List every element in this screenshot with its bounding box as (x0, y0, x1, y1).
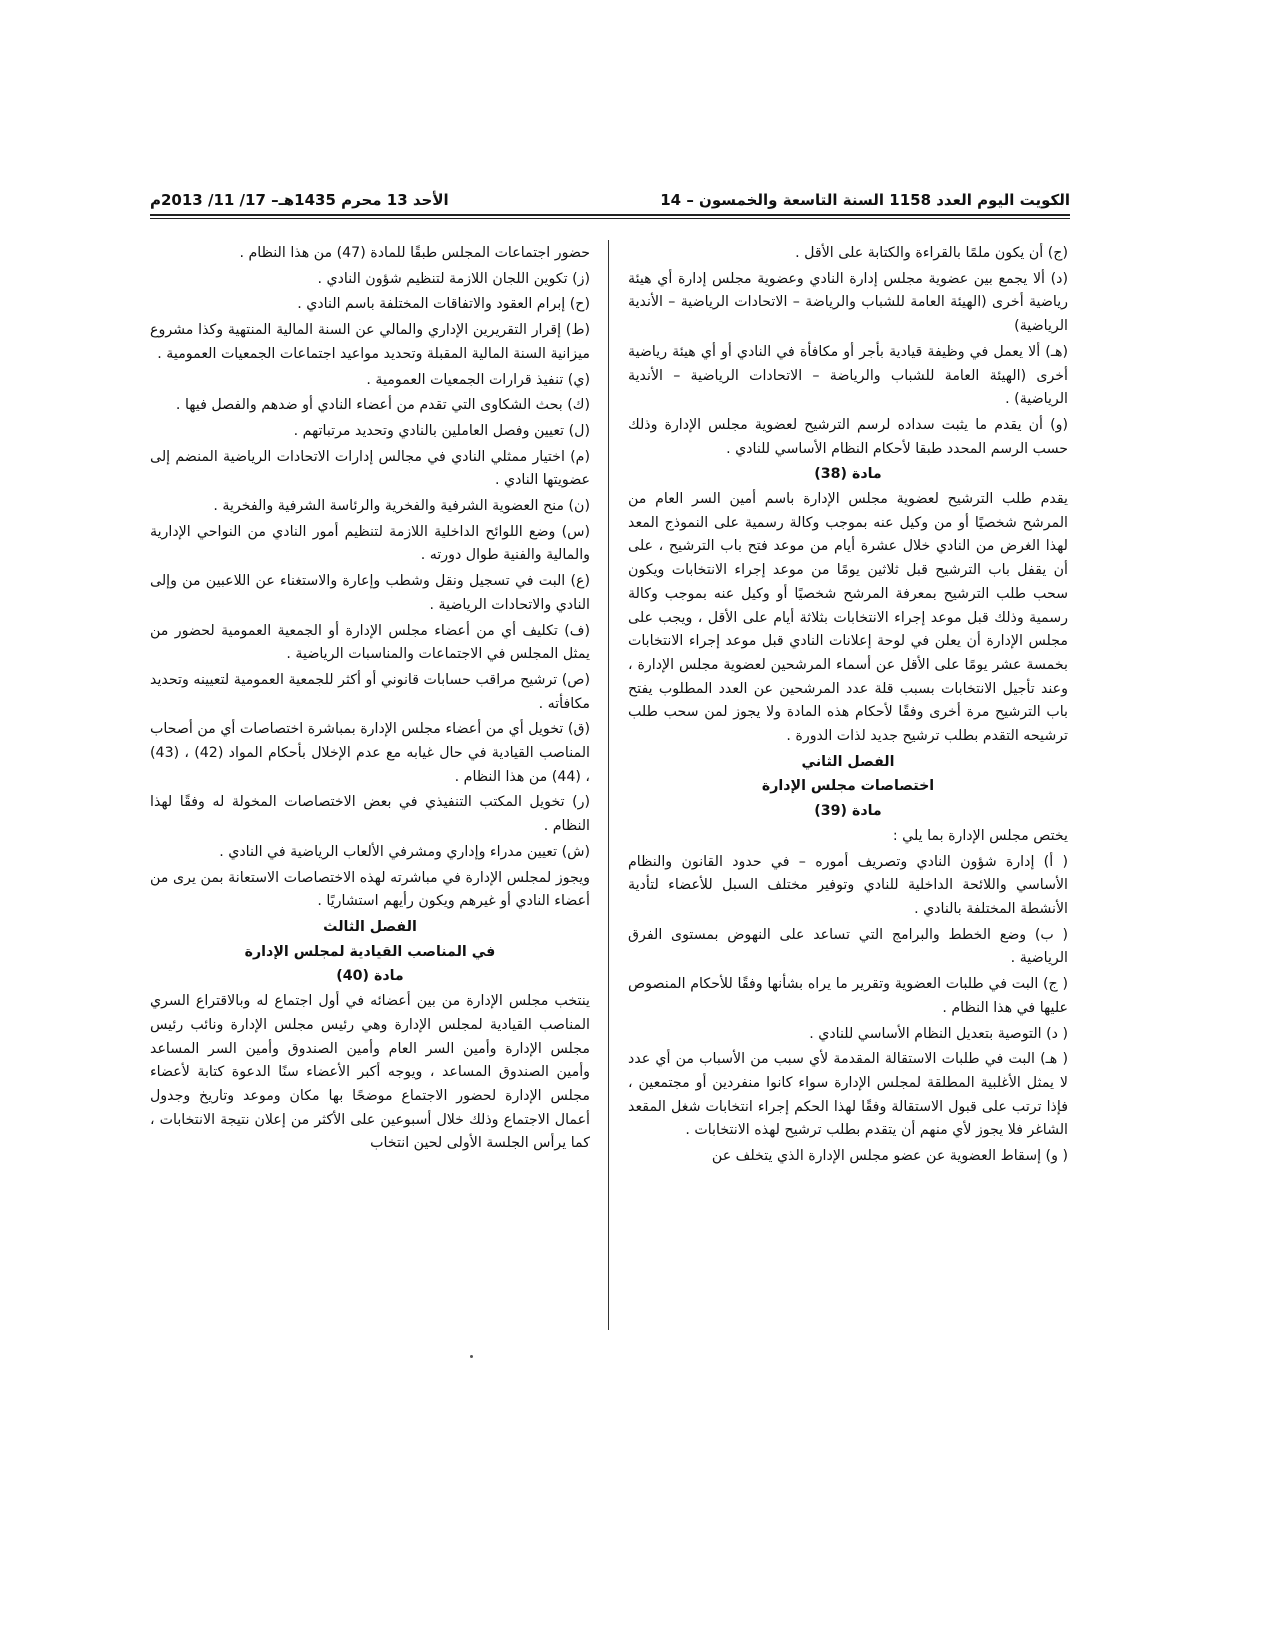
scan-speck (470, 1355, 473, 1358)
article-39-intro: يختص مجلس الإدارة بما يلي : (892, 827, 1068, 844)
article-38-heading: مادة (38) (814, 466, 882, 483)
paragraph: (ج) أن يكون ملمًا بالقراءة والكتابة على الأقل . (795, 245, 1068, 261)
article-40-heading: مادة (40) (336, 968, 404, 985)
header-issue-info: الكويت اليوم العدد 1158 السنة التاسعة والخمسون – 14 (660, 191, 1070, 209)
list-item: (ش) تعيين مدراء وإداري ومشرفي الألعاب الرياضية في النادي . (219, 843, 590, 860)
chapter-3-heading: الفصل الثالث (323, 918, 417, 935)
left-column (150, 242, 590, 1158)
chapter-2-heading: الفصل الثاني (801, 753, 895, 770)
right-column (628, 242, 1068, 1171)
column-divider (608, 240, 609, 1330)
list-item: ( أ) إدارة شؤون النادي وتصريف أموره – في حدود القانون والنظام الأساسي واللائحة الداخلية للنادي وتوفير مختلف السبل للأعضاء لتأدية الأنشطة المختلفة بالنادي . (628, 853, 1068, 917)
list-item: (ق) تخويل أي من أعضاء مجلس الإدارة بمباشرة اختصاصات أي من أصحاب المناصب القيادية في حال غيابه مع عدم الإخلال بأحكام المواد (42) ، (43) ، (44) من هذا النظام . (150, 721, 590, 785)
list-item: (ك) بحث الشكاوى التي تقدم من أعضاء النادي أو ضدهم والفصل فيها . (175, 397, 590, 414)
list-item: (م) اختيار ممثلي النادي في مجالس إدارات الاتحادات الرياضية المنضم إلى عضويتها النادي . (150, 448, 590, 489)
list-item: ( هـ) البت في طلبات الاستقالة المقدمة لأي سبب من الأسباب من أي عدد لا يمثل الأغلبية المطلقة لمجلس الإدارة سواء كانوا منفردين أو مجتمعين ، فإذا ترتب على قبول الاستقالة وفقًا لهذا الحكم إجراء انتخابات شغل المقعد الشاغر فلا يجوز لأي منهم أن يتقدم بطلب ترشيح لهذه الانتخابات . (628, 1051, 1068, 1139)
list-item: (ف) تكليف أي من أعضاء مجلس الإدارة أو الجمعية العمومية لحضور من يمثل المجلس في الاجتماعات والمناسبات الرياضية . (150, 622, 590, 663)
article-38-text: يقدم طلب الترشيح لعضوية مجلس الإدارة باسم أمين السر العام من المرشح شخصيًا أو من وكيل عنه بموجب وكالة رسمية على النموذج المعد لهذا الغرض من النادي خلال عشرة أيام من موعد فتح باب الترشيح ، على أن يقفل باب الترشيح قبل ثلاثين يومًا من موعد إجراء الانتخابات ويكون سحب طلب الترشيح بمعرفة المرشح شخصيًا أو وكيل عنه بموجب وكالة رسمية وذلك قبل موعد إجراء الانتخابات بثلاثة أيام على الأقل ، ويجب على مجلس الإدارة أن يعلن في لوحة إعلانات النادي قبل موعد إجراء الانتخابات بخمسة عشر يومًا على الأقل عن أسماء المرشحين لعضوية مجلس الإدارة ، وعند تأجيل الانتخابات بسبب قلة عدد المرشحين عن العدد المطلوب يفتح باب الترشيح مرة أخرى وفقًا لأحكام هذه المادة ولا يجوز لمن سحب طلب ترشيحه التقدم بطلب ترشيح جديد لذات الدورة . (628, 491, 1068, 745)
list-item: (ن) منح العضوية الشرفية والفخرية والرئاسة الشرفية والفخرية . (213, 498, 590, 515)
article-40-text: ينتخب مجلس الإدارة من بين أعضائه في أول اجتماع له وبالاقتراع السري المناصب القيادية لمجلس الإدارة وهي رئيس مجلس الإدارة ونائب رئيس مجلس الإدارة وأمين السر العام وأمين الصندوق وأمين السر المساعد وأمين الصندوق المساعد ، ويوجه أكبر الأعضاء سنًا الدعوة كتابة لأعضاء مجلس الإدارة لحضور الاجتماع موضحًا بها مكان وموعد وتاريخ وجدول أعمال الاجتماع وذلك خلال أسبوعين على الأكثر من إعلان نتيجة الانتخابات ، كما يرأس الجلسة الأولى لحين انتخاب (150, 993, 590, 1152)
list-item: ( د) التوصية بتعديل النظام الأساسي للنادي . (809, 1025, 1068, 1042)
list-item: (ط) إقرار التقريرين الإداري والمالي عن السنة المالية المنتهية وكذا مشروع ميزانية السنة المالية المقبلة وتحديد مواعيد اجتماعات الجمعيات العمومية . (150, 322, 590, 362)
paragraph: (د) ألا يجمع بين عضوية مجلس إدارة النادي وعضوية مجلس إدارة أي هيئة رياضية أخرى (الهيئة العامة للشباب والرياضة – الاتحادات الرياضية – الأندية الرياضية) (628, 270, 1068, 335)
paragraph: (و) أن يقدم ما يثبت سداده لرسم الترشيح لعضوية مجلس الإدارة وذلك حسب الرسم المحدد طبقا لأحكام النظام الأساسي للنادي . (628, 416, 1068, 457)
list-item: (ح) إبرام العقود والاتفاقات المختلفة باسم النادي . (297, 296, 590, 313)
chapter-3-title: في المناصب القيادية لمجلس الإدارة (244, 943, 496, 960)
list-item: ( و) إسقاط العضوية عن عضو مجلس الإدارة الذي يتخلف عن (711, 1148, 1068, 1165)
header-rule-thin (150, 218, 1070, 219)
list-item: ( ج) البت في طلبات العضوية وتقرير ما يراه بشأنها وفقًا للأحكام المنصوص عليها في هذا النظام . (628, 976, 1068, 1016)
list-item: (ر) تخويل المكتب التنفيذي في بعض الاختصاصات المخولة له وفقًا لهذا النظام . (150, 794, 590, 835)
list-item: (ز) تكوين اللجان اللازمة لتنظيم شؤون النادي . (317, 270, 590, 287)
list-item: ( ب) وضع الخطط والبرامج التي تساعد على النهوض بمستوى الفرق الرياضية . (628, 926, 1068, 967)
list-item: (ي) تنفيذ قرارات الجمعيات العمومية . (366, 371, 590, 388)
header-date: الأحد 13 محرم 1435هـ– 17/ 11/ 2013م (150, 191, 449, 209)
article-39-heading: مادة (39) (814, 803, 882, 820)
paragraph: (هـ) ألا يعمل في وظيفة قيادية بأجر أو مكافأة في النادي أو أي هيئة رياضية أخرى (الهيئة العامة للشباب والرياضة – الاتحادات الرياضية – الأندية الرياضية) . (628, 343, 1068, 408)
paragraph: حضور اجتماعات المجلس طبقًا للمادة (47) من هذا النظام . (239, 245, 590, 261)
list-item: (ص) ترشيح مراقب حسابات قانوني أو أكثر للجمعية العمومية لتعيينه وتحديد مكافأته . (150, 671, 590, 712)
header-rule (150, 214, 1070, 216)
list-item: (ع) البت في تسجيل ونقل وشطب وإعارة والاستغناء عن اللاعبين من وإلى النادي والاتحادات الرياضية . (150, 573, 590, 613)
list-item: (س) وضع اللوائح الداخلية اللازمة لتنظيم أمور النادي من النواحي الإدارية والمالية والفنية طوال دورته . (150, 523, 590, 564)
paragraph: ويجوز لمجلس الإدارة في مباشرته لهذه الاختصاصات الاستعانة بمن يرى من أعضاء النادي أو غيرهم ويكون رأيهم استشاريًا . (150, 869, 590, 910)
chapter-2-title: اختصاصات مجلس الإدارة (761, 778, 935, 795)
page-header (150, 185, 1070, 215)
list-item: (ل) تعيين وفصل العاملين بالنادي وتحديد مرتباتهم . (293, 422, 590, 439)
